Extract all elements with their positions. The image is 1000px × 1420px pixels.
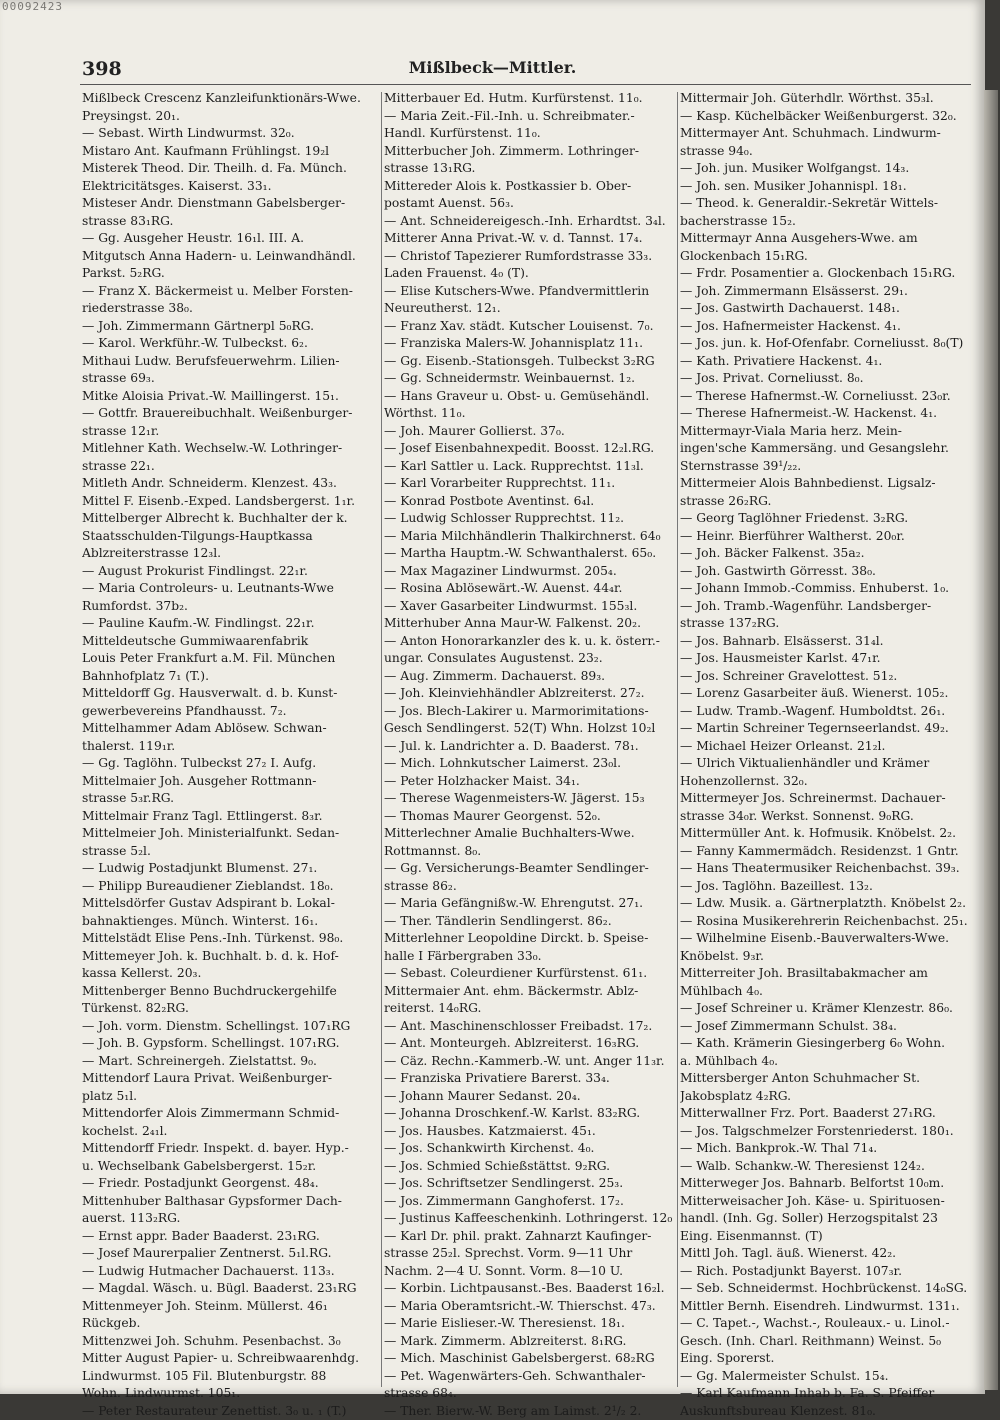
directory-line: Mitterlehner Leopoldine Dirckt. b. Speise- xyxy=(384,930,676,948)
directory-line: — Xaver Gasarbeiter Lindwurmst. 155₃l. xyxy=(384,598,676,616)
directory-line: Mitterhuber Anna Maur-W. Falkenst. 20₂. xyxy=(384,615,676,633)
directory-line: — Ldw. Musik. a. Gärtnerplatzth. Knöbelst 2₂. xyxy=(680,895,970,913)
directory-line: Neureutherst. 12₁. xyxy=(384,300,676,318)
directory-line: Misteser Andr. Dienstmann Gabelsberger- xyxy=(82,195,380,213)
directory-line: — Joh. Gastwirth Görresst. 38₀. xyxy=(680,563,970,581)
directory-line: Mitterer Anna Privat.-W. v. d. Tannst. 17₄. xyxy=(384,230,676,248)
directory-line: — Franziska Malers-W. Johannisplatz 11₁. xyxy=(384,335,676,353)
directory-line: Mittermaier Ant. ehm. Bäckermstr. Ablz- xyxy=(384,983,676,1001)
directory-line: — Walb. Schankw.-W. Theresienst 124₂. xyxy=(680,1158,970,1176)
directory-line: — Therese Hafnermeist.-W. Hackenst. 4₁. xyxy=(680,405,970,423)
directory-line: — Jul. k. Landrichter a. D. Baaderst. 78₁. xyxy=(384,738,676,756)
directory-line: — Gg. Malermeister Schulst. 15₄. xyxy=(680,1368,970,1386)
directory-line: — Joh. jun. Musiker Wolfgangst. 14₃. xyxy=(680,160,970,178)
directory-line: strasse 13₁RG. xyxy=(384,160,676,178)
directory-line: — Sebast. Wirth Lindwurmst. 32₀. xyxy=(82,125,380,143)
directory-line: — Christof Tapezierer Rumfordstrasse 33₃. xyxy=(384,248,676,266)
column-1 xyxy=(82,90,380,1420)
directory-line: Preysingst. 20₁. xyxy=(82,108,380,126)
directory-line: Eing. Eisenmannst. (T) xyxy=(680,1228,970,1246)
directory-line: Mittelhammer Adam Ablösew. Schwan- xyxy=(82,720,380,738)
directory-line: — Theod. k. Generaldir.-Sekretär Wittels- xyxy=(680,195,970,213)
adjacent-page-edge xyxy=(984,90,998,1390)
directory-line: — Jos. Hausmeister Karlst. 47₁r. xyxy=(680,650,970,668)
directory-line: — Mich. Lohnkutscher Laimerst. 23₀l. xyxy=(384,755,676,773)
directory-line: Mittendorf Laura Privat. Weißenburger- xyxy=(82,1070,380,1088)
directory-line: Mittendorfer Alois Zimmermann Schmid- xyxy=(82,1105,380,1123)
directory-line: — Lorenz Gasarbeiter äuß. Wienerst. 105₂. xyxy=(680,685,970,703)
directory-line: — Karl Kaufmann Inhab b. Fa. S. Pfeiffer xyxy=(680,1385,970,1403)
directory-line: Rückgeb. xyxy=(82,1315,380,1333)
directory-line: — Gg. Ausgeher Heustr. 16₁l. III. A. xyxy=(82,230,380,248)
directory-line: Elektricitätsges. Kaiserst. 33₁. xyxy=(82,178,380,196)
directory-line: Mittersberger Anton Schuhmacher St. xyxy=(680,1070,970,1088)
directory-line: Mittemeyer Joh. k. Buchhalt. b. d. k. Hof- xyxy=(82,948,380,966)
directory-line: Mittenzwei Joh. Schuhm. Pesenbachst. 3₀ xyxy=(82,1333,380,1351)
directory-line: Bahnhofplatz 7₁ (T.). xyxy=(82,668,380,686)
directory-line: kochelst. 2₄₁l. xyxy=(82,1123,380,1141)
directory-line: Mithaui Ludw. Berufsfeuerwehrm. Lilien- xyxy=(82,353,380,371)
directory-line: — Gg. Versicherungs-Beamter Sendlinger- xyxy=(384,860,676,878)
directory-line: kassa Kellerst. 20₃. xyxy=(82,965,380,983)
directory-line: — Jos. Schriftsetzer Sendlingerst. 25₃. xyxy=(384,1175,676,1193)
directory-line: — Ludw. Tramb.-Wagenf. Humboldtst. 26₁. xyxy=(680,703,970,721)
directory-line: — Ludwig Postadjunkt Blumenst. 27₁. xyxy=(82,860,380,878)
directory-line: Mittelmair Franz Tagl. Ettlingerst. 8₃r. xyxy=(82,808,380,826)
directory-line: — Joh. Bäcker Falkenst. 35a₂. xyxy=(680,545,970,563)
page-number: 398 xyxy=(82,58,122,80)
directory-line: — Gg. Taglöhn. Tulbeckst 27₂ I. Aufg. xyxy=(82,755,380,773)
directory-line: Mittermayer Ant. Schuhmach. Lindwurm- xyxy=(680,125,970,143)
directory-line: — Anton Honorarkanzler des k. u. k. österr.- xyxy=(384,633,676,651)
directory-line: — Mart. Schreinergeh. Zielstattst. 9₀. xyxy=(82,1053,380,1071)
directory-line: — Rich. Postadjunkt Bayerst. 107₃r. xyxy=(680,1263,970,1281)
directory-line: — Jos. Bahnarb. Elsässerst. 31₄l. xyxy=(680,633,970,651)
column-3 xyxy=(680,90,970,1420)
directory-line: — Hans Theatermusiker Reichenbachst. 39₃. xyxy=(680,860,970,878)
directory-line: Mitgutsch Anna Hadern- u. Leinwandhändl. xyxy=(82,248,380,266)
directory-line: — Heinr. Bierführer Waltherst. 20₀r. xyxy=(680,528,970,546)
directory-line: Mittermeier Alois Bahnbedienst. Ligsalz- xyxy=(680,475,970,493)
directory-line: Wohn. Lindwurmst. 105₁. xyxy=(82,1385,380,1403)
directory-line: — Jos. Privat. Corneliusst. 8₀. xyxy=(680,370,970,388)
directory-line: Mißlbeck Crescenz Kanzleifunktionärs-Wwe. xyxy=(82,90,380,108)
directory-line: Mittermeyer Jos. Schreinermst. Dachauer- xyxy=(680,790,970,808)
directory-line: Mittermayr-Viala Maria herz. Mein- xyxy=(680,423,970,441)
directory-line: — Marie Eislieser.-W. Theresienst. 18₁. xyxy=(384,1315,676,1333)
directory-line: Mitterlechner Amalie Buchhalters-Wwe. xyxy=(384,825,676,843)
directory-line: reiterst. 14₀RG. xyxy=(384,1000,676,1018)
directory-line: — Karl Sattler u. Lack. Rupprechtst. 11₃l. xyxy=(384,458,676,476)
directory-line: Mittermair Joh. Güterhdlr. Wörthst. 35₃l. xyxy=(680,90,970,108)
directory-line: — Kath. Krämerin Giesingerberg 6₀ Wohn. xyxy=(680,1035,970,1053)
directory-line: strasse 26₂RG. xyxy=(680,493,970,511)
directory-line: — Ther. Tändlerin Sendlingerst. 86₂. xyxy=(384,913,676,931)
directory-line: — Wilhelmine Eisenb.-Bauverwalters-Wwe. xyxy=(680,930,970,948)
directory-line: — Georg Taglöhner Friedenst. 3₂RG. xyxy=(680,510,970,528)
directory-line: u. Wechselbank Gabelsbergerst. 15₂r. xyxy=(82,1158,380,1176)
directory-line: a. Mühlbach 4₀. xyxy=(680,1053,970,1071)
directory-line: Mistaro Ant. Kaufmann Frühlingst. 19₂l xyxy=(82,143,380,161)
directory-line: gewerbevereins Pfandhausst. 7₂. xyxy=(82,703,380,721)
directory-line: — Thomas Maurer Georgenst. 52₀. xyxy=(384,808,676,826)
directory-line: — Magdal. Wäsch. u. Bügl. Baaderst. 23₁RG xyxy=(82,1280,380,1298)
directory-line: — Jos. Zimmermann Ganghoferst. 17₂. xyxy=(384,1193,676,1211)
directory-line: riederstrasse 38₀. xyxy=(82,300,380,318)
directory-line: — Jos. Taglöhn. Bazeillest. 13₂. xyxy=(680,878,970,896)
directory-line: — Jos. Blech-Lakirer u. Marmorimitations- xyxy=(384,703,676,721)
directory-line: — Mich. Bankprok.-W. Thal 71₄. xyxy=(680,1140,970,1158)
directory-line: Mittelmaier Joh. Ausgeher Rottmann- xyxy=(82,773,380,791)
directory-line: Mitterweger Jos. Bahnarb. Belfortst 10₀m. xyxy=(680,1175,970,1193)
directory-line: — Mich. Maschinist Gabelsbergerst. 68₂RG xyxy=(384,1350,676,1368)
directory-line: Mitke Aloisia Privat.-W. Maillingerst. 15₁. xyxy=(82,388,380,406)
directory-line: Mitteldeutsche Gummiwaarenfabrik xyxy=(82,633,380,651)
directory-line: Mitterreiter Joh. Brasiltabakmacher am xyxy=(680,965,970,983)
directory-line: — Justinus Kaffeeschenkinh. Lothringerst. 12₀ xyxy=(384,1210,676,1228)
directory-line: — Peter Holzhacker Maist. 34₁. xyxy=(384,773,676,791)
directory-line: Glockenbach 15₁RG. xyxy=(680,248,970,266)
directory-line: strasse 83₁RG. xyxy=(82,213,380,231)
directory-line: strasse 12₁r. xyxy=(82,423,380,441)
directory-line: bahnaktienges. Münch. Winterst. 16₁. xyxy=(82,913,380,931)
directory-line: Sternstrasse 39¹/₂₂. xyxy=(680,458,970,476)
directory-line: strasse 5₃r.RG. xyxy=(82,790,380,808)
directory-line: — August Prokurist Findlingst. 22₁r. xyxy=(82,563,380,581)
directory-line: — Joh. Tramb.-Wagenführ. Landsberger- xyxy=(680,598,970,616)
directory-line: — Joh. Maurer Gollierst. 37₀. xyxy=(384,423,676,441)
directory-line: thalerst. 119₁r. xyxy=(82,738,380,756)
directory-line: — Josef Eisenbahnexpedit. Boosst. 12₂l.RG. xyxy=(384,440,676,458)
directory-line: — Jos. Schreiner Gravelottest. 51₂. xyxy=(680,668,970,686)
directory-line: Mitter August Papier- u. Schreibwaarenhdg. xyxy=(82,1350,380,1368)
directory-line: — Johann Maurer Sedanst. 20₄. xyxy=(384,1088,676,1106)
directory-line: — Elise Kutschers-Wwe. Pfandvermittlerin xyxy=(384,283,676,301)
directory-line: — Joh. B. Gypsform. Schellingst. 107₁RG. xyxy=(82,1035,380,1053)
directory-line: — Jos. Hafnermeister Hackenst. 4₁. xyxy=(680,318,970,336)
directory-line: Mitterbucher Joh. Zimmerm. Lothringer- xyxy=(384,143,676,161)
directory-line: — Kath. Privatiere Hackenst. 4₁. xyxy=(680,353,970,371)
directory-line: — Franz X. Bäckermeist u. Melber Forsten- xyxy=(82,283,380,301)
directory-line: — Joh. Zimmermann Gärtnerpl 5₀RG. xyxy=(82,318,380,336)
directory-line: — Pet. Wagenwärters-Geh. Schwanthaler- xyxy=(384,1368,676,1386)
directory-line: — Korbin. Lichtpausanst.-Bes. Baaderst 16₂l. xyxy=(384,1280,676,1298)
directory-line: — Hans Graveur u. Obst- u. Gemüsehändl. xyxy=(384,388,676,406)
directory-line: strasse 86₂. xyxy=(384,878,676,896)
directory-line: Auskunftsbureau Klenzest. 81₀. xyxy=(680,1403,970,1420)
directory-line: ungar. Consulates Augustenst. 23₂. xyxy=(384,650,676,668)
directory-line: — Josef Maurerpalier Zentnerst. 5₁l.RG. xyxy=(82,1245,380,1263)
directory-line: — Ant. Schneidereigesch.-Inh. Erhardtst. 3₄l. xyxy=(384,213,676,231)
directory-line: strasse 137₂RG. xyxy=(680,615,970,633)
directory-line: strasse 5₂l. xyxy=(82,843,380,861)
directory-line: strasse 34₀r. Werkst. Sonnenst. 9₀RG. xyxy=(680,808,970,826)
directory-line: — Gg. Schneidermstr. Weinbauernst. 1₂. xyxy=(384,370,676,388)
directory-line: — Jos. Schankwirth Kirchenst. 4₀. xyxy=(384,1140,676,1158)
directory-line: Mittenberger Benno Buchdruckergehilfe xyxy=(82,983,380,1001)
directory-line: Lindwurmst. 105 Fil. Blutenburgstr. 88 xyxy=(82,1368,380,1386)
archive-number: 00092423 xyxy=(2,0,63,13)
directory-line: Mitteldorff Gg. Hausverwalt. d. b. Kunst- xyxy=(82,685,380,703)
directory-line: Parkst. 5₂RG. xyxy=(82,265,380,283)
directory-line: auerst. 113₂RG. xyxy=(82,1210,380,1228)
directory-line: Gesch. (Inh. Charl. Reithmann) Weinst. 5₀ xyxy=(680,1333,970,1351)
directory-line: strasse 94₀. xyxy=(680,143,970,161)
directory-line: strasse 69₃. xyxy=(82,370,380,388)
directory-line: — Johann Immob.-Commiss. Enhuberst. 1₀. xyxy=(680,580,970,598)
directory-line: postamt Auenst. 56₃. xyxy=(384,195,676,213)
directory-line: — Mark. Zimmerm. Ablzreiterst. 8₁RG. xyxy=(384,1333,676,1351)
column-separator xyxy=(381,92,382,1387)
directory-line: Mühlbach 4₀. xyxy=(680,983,970,1001)
directory-line: — Seb. Schneidermst. Hochbrückenst. 14₀SG. xyxy=(680,1280,970,1298)
directory-line: — Maria Gefängnißw.-W. Ehrengutst. 27₁. xyxy=(384,895,676,913)
directory-line: Mittereder Alois k. Postkassier b. Ober- xyxy=(384,178,676,196)
directory-line: — Philipp Bureaudiener Zieblandst. 18₀. xyxy=(82,878,380,896)
running-head: Mißlbeck—Mittler. xyxy=(0,58,985,77)
directory-line: — Jos. jun. k. Hof-Ofenfabr. Corneliusst. 8₀(T) xyxy=(680,335,970,353)
directory-line: halle I Färbergraben 33₀. xyxy=(384,948,676,966)
directory-line: — Ludwig Hutmacher Dachauerst. 113₃. xyxy=(82,1263,380,1281)
directory-line: — Franz Xav. städt. Kutscher Louisenst. 7₀. xyxy=(384,318,676,336)
directory-line: Mittelstädt Elise Pens.-Inh. Türkenst. 98₀. xyxy=(82,930,380,948)
directory-line: — Ant. Monteurgeh. Ablzreiterst. 16₃RG. xyxy=(384,1035,676,1053)
directory-line: strasse 25₂l. Sprechst. Vorm. 9—11 Uhr xyxy=(384,1245,676,1263)
directory-line: — Joh. sen. Musiker Johannispl. 18₁. xyxy=(680,178,970,196)
directory-line: Jakobsplatz 4₂RG. xyxy=(680,1088,970,1106)
directory-line: Mittelberger Albrecht k. Buchhalter der k. xyxy=(82,510,380,528)
directory-line: — Joh. vorm. Dienstm. Schellingst. 107₁RG xyxy=(82,1018,380,1036)
directory-line: Mittenmeyer Joh. Steinm. Müllerst. 46₁ xyxy=(82,1298,380,1316)
directory-line: — Pauline Kaufm.-W. Findlingst. 22₁r. xyxy=(82,615,380,633)
directory-line: bacherstrasse 15₂. xyxy=(680,213,970,231)
directory-line: Mittendorff Friedr. Inspekt. d. bayer. Hyp.- xyxy=(82,1140,380,1158)
directory-line: — Maria Zeit.-Fil.-Inh. u. Schreibmater.- xyxy=(384,108,676,126)
directory-line: Misterek Theod. Dir. Theilh. d. Fa. Münch. xyxy=(82,160,380,178)
directory-line: — Maria Oberamtsricht.-W. Thierschst. 47₃. xyxy=(384,1298,676,1316)
directory-line: strasse 68₄. xyxy=(384,1385,676,1403)
directory-line: — Konrad Postbote Aventinst. 6₄l. xyxy=(384,493,676,511)
directory-line: Rumfordst. 37b₂. xyxy=(82,598,380,616)
directory-line: — Jos. Schmied Schießstättst. 9₂RG. xyxy=(384,1158,676,1176)
directory-line: strasse 22₁. xyxy=(82,458,380,476)
directory-line: — Gg. Eisenb.-Stationsgeh. Tulbeckst 3₂RG xyxy=(384,353,676,371)
directory-line: — Martin Schreiner Tegernseerlandst. 49₂. xyxy=(680,720,970,738)
directory-line: — Aug. Zimmerm. Dachauerst. 89₃. xyxy=(384,668,676,686)
directory-line: Mitleth Andr. Schneiderm. Klenzest. 43₃. xyxy=(82,475,380,493)
directory-line: — Ludwig Schlosser Rupprechtst. 11₂. xyxy=(384,510,676,528)
directory-line: Eing. Sporerst. xyxy=(680,1350,970,1368)
directory-line: Mitterbauer Ed. Hutm. Kurfürstenst. 11₀. xyxy=(384,90,676,108)
directory-line: Gesch Sendlingerst. 52(T) Whn. Holzst 10₂l xyxy=(384,720,676,738)
directory-line: Mittl Joh. Tagl. äuß. Wienerst. 42₂. xyxy=(680,1245,970,1263)
directory-line: — Joh. Kleinviehhändler Ablzreiterst. 27₂. xyxy=(384,685,676,703)
directory-line: — Ernst appr. Bader Baaderst. 23₁RG. xyxy=(82,1228,380,1246)
directory-line: Staatsschulden-Tilgungs-Hauptkassa xyxy=(82,528,380,546)
directory-line: — Rosina Musikerehrerin Reichenbachst. 25₁. xyxy=(680,913,970,931)
directory-line: handl. (Inh. Gg. Soller) Herzogspitalst 23 xyxy=(680,1210,970,1228)
directory-line: — Peter Restaurateur Zenettist. 3₀ u. ₁ (T.) xyxy=(82,1403,380,1420)
directory-line: Mittelmeier Joh. Ministerialfunkt. Sedan- xyxy=(82,825,380,843)
directory-line: — Franziska Privatiere Barerst. 33₄. xyxy=(384,1070,676,1088)
directory-line: — Ant. Maschinenschlosser Freibadst. 17₂. xyxy=(384,1018,676,1036)
directory-line: — Frdr. Posamentier a. Glockenbach 15₁RG. xyxy=(680,265,970,283)
directory-line: platz 5₁l. xyxy=(82,1088,380,1106)
directory-line: Laden Frauenst. 4₀ (T). xyxy=(384,265,676,283)
directory-line: — Karl Dr. phil. prakt. Zahnarzt Kaufinger- xyxy=(384,1228,676,1246)
directory-line: — Karol. Werkführ.-W. Tulbeckst. 6₂. xyxy=(82,335,380,353)
directory-line: Handl. Kurfürstenst. 11₀. xyxy=(384,125,676,143)
directory-line: — C. Tapet.-, Wachst.-, Rouleaux.- u. Linol.- xyxy=(680,1315,970,1333)
directory-line: — Gottfr. Brauereibuchhalt. Weißenburger- xyxy=(82,405,380,423)
directory-line: — Therese Wagenmeisters-W. Jägerst. 15₃ xyxy=(384,790,676,808)
directory-line: Türkenst. 82₂RG. xyxy=(82,1000,380,1018)
directory-line: — Ther. Bierw.-W. Berg am Laimst. 2¹/₂ 2. xyxy=(384,1403,676,1420)
directory-line: Nachm. 2—4 U. Sonnt. Vorm. 8—10 U. xyxy=(384,1263,676,1281)
header-rule xyxy=(80,84,971,85)
directory-line: Louis Peter Frankfurt a.M. Fil. München xyxy=(82,650,380,668)
directory-line: Mittler Bernh. Eisendreh. Lindwurmst. 131₁. xyxy=(680,1298,970,1316)
directory-line: Mittermayr Anna Ausgehers-Wwe. am xyxy=(680,230,970,248)
directory-line: Wörthst. 11₀. xyxy=(384,405,676,423)
directory-line: — Sebast. Coleurdiener Kurfürstenst. 61₁. xyxy=(384,965,676,983)
directory-line: Mittelsdörfer Gustav Adspirant b. Lokal- xyxy=(82,895,380,913)
directory-line: — Joh. Zimmermann Elsässerst. 29₁. xyxy=(680,283,970,301)
directory-line: Mittermüller Ant. k. Hofmusik. Knöbelst. 2₂. xyxy=(680,825,970,843)
directory-line: — Max Magaziner Lindwurmst. 205₄. xyxy=(384,563,676,581)
directory-line: Rottmannst. 8₀. xyxy=(384,843,676,861)
directory-line: — Rosina Ablösewärt.-W. Auenst. 44₄r. xyxy=(384,580,676,598)
directory-line: ingen'sche Kammersäng. und Gesangslehr. xyxy=(680,440,970,458)
directory-line: — Maria Milchhändlerin Thalkirchnerst. 64₀ xyxy=(384,528,676,546)
directory-line: Mitlehner Kath. Wechselw.-W. Lothringer- xyxy=(82,440,380,458)
directory-line: — Josef Zimmermann Schulst. 38₄. xyxy=(680,1018,970,1036)
column-2 xyxy=(384,90,676,1420)
directory-line: — Kasp. Küchelbäcker Weißenburgerst. 32₀. xyxy=(680,108,970,126)
directory-line: Ablzreiterstrasse 12₃l. xyxy=(82,545,380,563)
directory-line: — Johanna Droschkenf.-W. Karlst. 83₂RG. xyxy=(384,1105,676,1123)
directory-line: — Jos. Talgschmelzer Forstenriederst. 180₁. xyxy=(680,1123,970,1141)
directory-line: Mittenhuber Balthasar Gypsformer Dach- xyxy=(82,1193,380,1211)
directory-line: — Friedr. Postadjunkt Georgenst. 48₄. xyxy=(82,1175,380,1193)
directory-line: Mitterweisacher Joh. Käse- u. Spirituosen- xyxy=(680,1193,970,1211)
directory-line: Hohenzollernst. 32₀. xyxy=(680,773,970,791)
directory-line: — Martha Hauptm.-W. Schwanthalerst. 65₀. xyxy=(384,545,676,563)
directory-line: — Jos. Hausbes. Katzmaierst. 45₁. xyxy=(384,1123,676,1141)
directory-line: Mitterwallner Frz. Port. Baaderst 27₁RG. xyxy=(680,1105,970,1123)
directory-line: — Karl Vorarbeiter Rupprechtst. 11₁. xyxy=(384,475,676,493)
directory-line: — Michael Heizer Orleanst. 21₂l. xyxy=(680,738,970,756)
directory-line: — Josef Schreiner u. Krämer Klenzestr. 86₀. xyxy=(680,1000,970,1018)
directory-line: — Cäz. Rechn.-Kammerb.-W. unt. Anger 11₃r. xyxy=(384,1053,676,1071)
directory-line: — Ulrich Viktualienhändler und Krämer xyxy=(680,755,970,773)
directory-line: — Therese Hafnermst.-W. Corneliusst. 23₀r. xyxy=(680,388,970,406)
directory-line: — Jos. Gastwirth Dachauerst. 148₁. xyxy=(680,300,970,318)
directory-line: Mittel F. Eisenb.-Exped. Landsbergerst. 1₁r. xyxy=(82,493,380,511)
directory-line: Knöbelst. 9₃r. xyxy=(680,948,970,966)
column-separator xyxy=(677,92,678,1387)
directory-line: — Fanny Kammermädch. Residenzst. 1 Gntr. xyxy=(680,843,970,861)
directory-line: — Maria Controleurs- u. Leutnants-Wwe xyxy=(82,580,380,598)
